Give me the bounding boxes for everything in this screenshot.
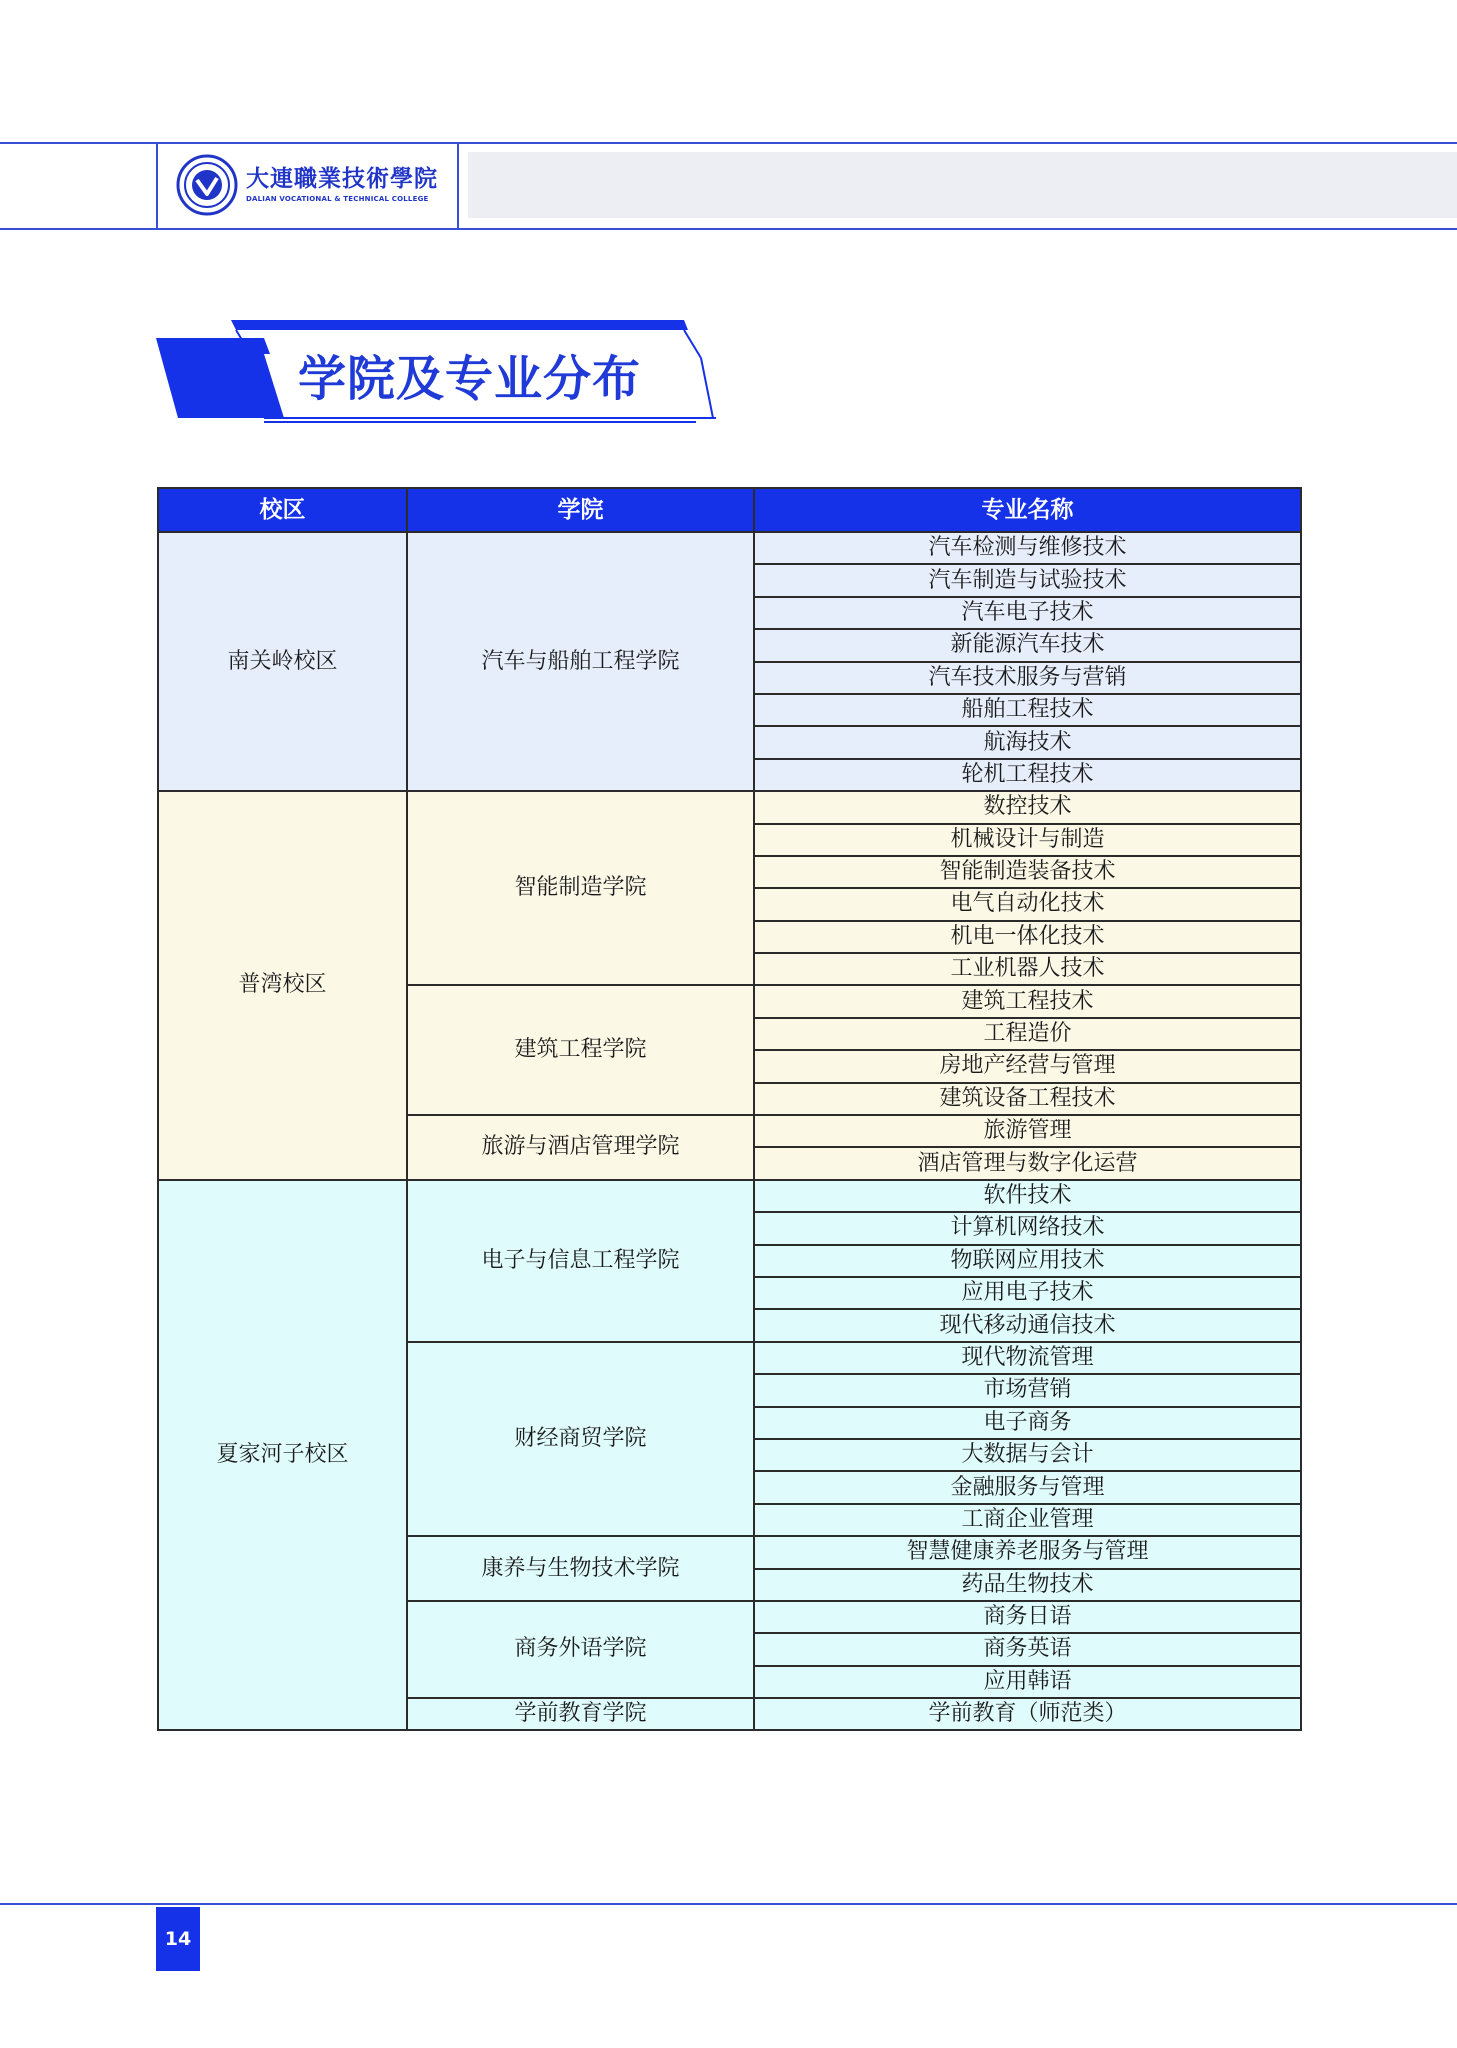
major-cell: 现代物流管理 — [754, 1342, 1301, 1374]
header-top-rule — [0, 142, 1457, 144]
table-row — [158, 791, 1301, 823]
major-cell: 汽车检测与维修技术 — [754, 532, 1301, 564]
major-cell: 智慧健康养老服务与管理 — [754, 1536, 1301, 1568]
college-cell: 建筑工程学院 — [407, 985, 754, 1115]
header-campus: 校区 — [158, 488, 407, 532]
college-cell: 汽车与船舶工程学院 — [407, 532, 754, 791]
major-cell: 汽车技术服务与营销 — [754, 662, 1301, 694]
school-logo — [172, 150, 472, 220]
college-cell: 学前教育学院 — [407, 1698, 754, 1730]
major-cell: 工商企业管理 — [754, 1504, 1301, 1536]
major-cell: 药品生物技术 — [754, 1569, 1301, 1601]
footer-rule — [0, 1903, 1457, 1905]
header-college: 学院 — [407, 488, 754, 532]
major-cell: 市场营销 — [754, 1374, 1301, 1406]
major-cell: 计算机网络技术 — [754, 1212, 1301, 1244]
major-cell: 电子商务 — [754, 1407, 1301, 1439]
major-cell: 酒店管理与数字化运营 — [754, 1147, 1301, 1179]
major-cell: 现代移动通信技术 — [754, 1309, 1301, 1341]
major-cell: 数控技术 — [754, 791, 1301, 823]
major-cell: 应用电子技术 — [754, 1277, 1301, 1309]
major-cell: 物联网应用技术 — [754, 1245, 1301, 1277]
college-cell: 电子与信息工程学院 — [407, 1180, 754, 1342]
major-cell: 商务英语 — [754, 1633, 1301, 1665]
major-cell: 智能制造装备技术 — [754, 856, 1301, 888]
major-cell: 汽车制造与试验技术 — [754, 564, 1301, 596]
major-cell: 软件技术 — [754, 1180, 1301, 1212]
header-major: 专业名称 — [754, 488, 1301, 532]
college-cell: 智能制造学院 — [407, 791, 754, 985]
major-cell: 房地产经营与管理 — [754, 1050, 1301, 1082]
major-cell: 工程造价 — [754, 1018, 1301, 1050]
page-number: 14 — [156, 1907, 200, 1971]
page-title: 学院及专业分布 — [298, 351, 642, 407]
table-header-row — [158, 488, 1301, 532]
table-row — [158, 1180, 1301, 1212]
major-cell: 工业机器人技术 — [754, 953, 1301, 985]
college-cell: 康养与生物技术学院 — [407, 1536, 754, 1601]
school-name-cn: 大連職業技術學院 — [246, 165, 438, 192]
college-cell: 财经商贸学院 — [407, 1342, 754, 1536]
table-row — [158, 532, 1301, 564]
major-cell: 轮机工程技术 — [754, 759, 1301, 791]
school-emblem-icon — [176, 154, 238, 216]
campus-cell: 南关岭校区 — [158, 532, 407, 791]
major-cell: 建筑设备工程技术 — [754, 1083, 1301, 1115]
campus-cell: 普湾校区 — [158, 791, 407, 1180]
campus-cell: 夏家河子校区 — [158, 1180, 407, 1731]
header-gray-band — [468, 152, 1457, 218]
section-title-banner — [156, 318, 716, 428]
major-cell: 电气自动化技术 — [754, 888, 1301, 920]
college-cell: 商务外语学院 — [407, 1601, 754, 1698]
major-cell: 船舶工程技术 — [754, 694, 1301, 726]
major-cell: 机械设计与制造 — [754, 824, 1301, 856]
college-cell: 旅游与酒店管理学院 — [407, 1115, 754, 1180]
school-name-en: DALIAN VOCATIONAL & TECHNICAL COLLEGE — [246, 195, 429, 203]
header-left-divider — [156, 142, 158, 230]
major-cell: 汽车电子技术 — [754, 597, 1301, 629]
majors-table — [157, 487, 1302, 1731]
major-cell: 应用韩语 — [754, 1666, 1301, 1698]
major-cell: 商务日语 — [754, 1601, 1301, 1633]
major-cell: 学前教育（师范类） — [754, 1698, 1301, 1730]
header-bottom-rule — [0, 228, 1457, 230]
major-cell: 旅游管理 — [754, 1115, 1301, 1147]
major-cell: 金融服务与管理 — [754, 1471, 1301, 1503]
major-cell: 新能源汽车技术 — [754, 629, 1301, 661]
major-cell: 建筑工程技术 — [754, 985, 1301, 1017]
major-cell: 大数据与会计 — [754, 1439, 1301, 1471]
major-cell: 机电一体化技术 — [754, 921, 1301, 953]
major-cell: 航海技术 — [754, 726, 1301, 758]
